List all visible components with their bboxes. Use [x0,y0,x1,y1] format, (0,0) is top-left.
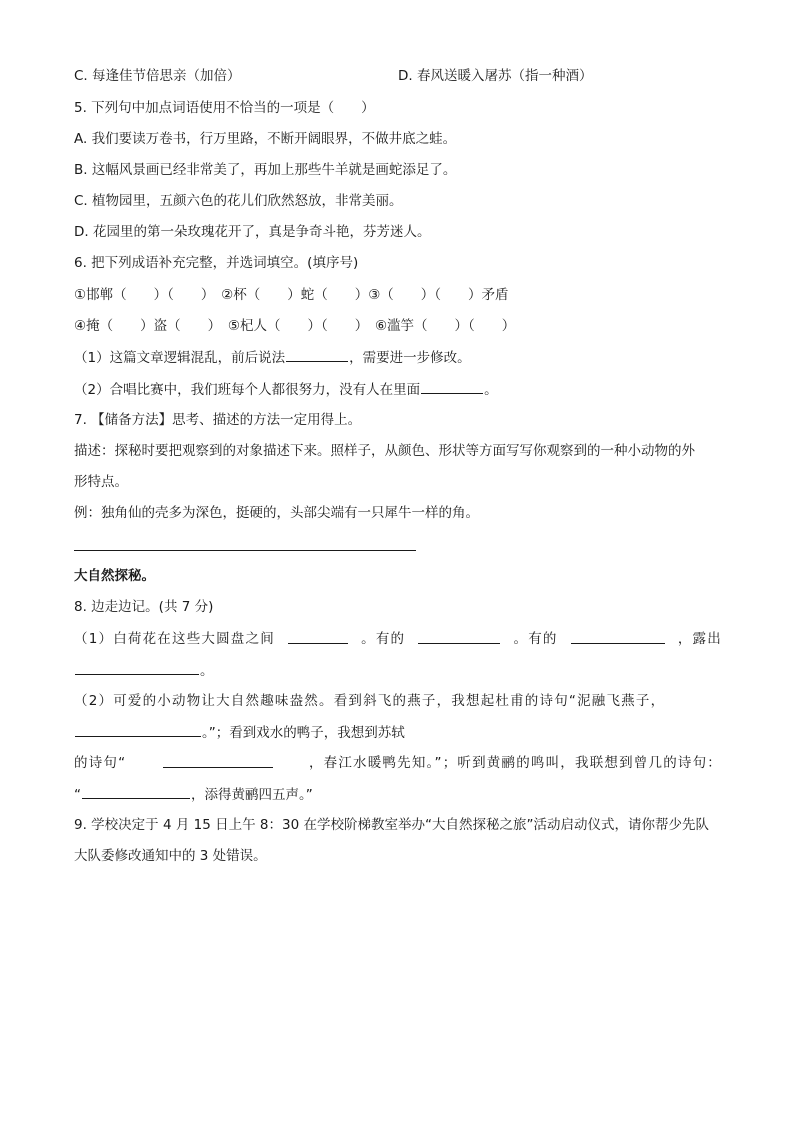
q6-idioms-row-2: ④掩（ ）盗（ ） ⑤杞人（ ）（ ） ⑥滥竽（ ）（ ） [74,318,516,334]
q8-blank-6[interactable] [163,753,273,768]
q8-part-2-line-1: （2）可爱的小动物让大自然趣味盎然。看到斜飞的燕子，我想起杜甫的诗句“泥融飞燕子， [74,693,666,709]
q7-description-line-2: 形特点。 [74,474,128,490]
q6-sentence-2: （2）合唱比赛中，我们班每个人都很努力，没有人在里面 。 [74,379,498,400]
q8-blank-5[interactable] [75,722,201,737]
q8-part-2-line-2: 。”；看到戏水的鸭子，我想到苏轼 [74,722,405,743]
q6-sentence-1: （1）这篇文章逻辑混乱，前后说法 ，需要进一步修改。 [74,347,471,368]
q5-option-b: B. 这幅风景画已经非常美了，再加上那些牛羊就是画蛇添足了。 [74,162,457,178]
q6-blank-2[interactable] [421,379,483,394]
q6-idioms-row-1: ①邯郸（ ）（ ） ②杯（ ）蛇（ ）③（ ）（ ）矛盾 [74,287,509,303]
q8-blank-2[interactable] [418,629,500,644]
q8-part-1-line-1: （1）白荷花在这些大圆盘之间 。有的 。有的 ，露出 [74,631,722,647]
q8-blank-3[interactable] [571,629,665,644]
q5-option-a: A. 我们要读万卷书，行万里路，不断开阔眼界，不做井底之蛙。 [74,131,457,147]
q4-option-d: D. 春风送暖入屠苏（指一种酒） [398,68,593,84]
q5-option-c: C. 植物园里，五颜六色的花儿们欣然怒放，非常美丽。 [74,193,403,209]
q7-description-line-1: 描述：探秘时要把观察到的对象描述下来。照样子，从颜色、形状等方面写写你观察到的一种小动物的外 [74,443,695,459]
q8-stem: 8. 边走边记。(共 7 分) [74,599,214,615]
q6-stem: 6. 把下列成语补充完整，并选词填空。(填序号) [74,255,359,271]
q8-blank-4[interactable] [75,660,199,675]
q5-option-d: D. 花园里的第一朵玫瑰花开了，真是争奇斗艳，芬芳迷人。 [74,224,431,240]
q9-stem-line-1: 9. 学校决定于 4 月 15 日上午 8：30 在学校阶梯教室举办“大自然探秘之旅”活动启动仪式，请你帮少先队 [74,817,709,833]
q7-example: 例：独角仙的壳多为深色，挺硬的，头部尖端有一只犀牛一样的角。 [74,505,479,521]
q8-blank-1[interactable] [288,629,348,644]
q9-stem-line-2: 大队委修改通知中的 3 处错误。 [74,848,267,864]
q8-part-2-line-3: 的诗句“ ，春江水暖鸭先知。”；听到黄鹂的鸣叫，我联想到曾几的诗句： [74,755,722,771]
section-title: 大自然探秘。 [74,568,155,584]
q5-stem: 5. 下列句中加点词语使用不恰当的一项是（ ） [74,100,375,116]
q7-stem: 7. 【储备方法】思考、描述的方法一定用得上。 [74,412,362,428]
q8-part-1-line-2: 。 [74,660,214,681]
q4-option-c: C. 每逢佳节倍思亲（加倍） [74,68,241,84]
q7-answer-line[interactable] [74,550,416,551]
q8-blank-7[interactable] [82,784,190,799]
q6-blank-1[interactable] [286,347,348,362]
q8-part-2-line-4: “ ，添得黄鹂四五声。” [74,784,313,805]
